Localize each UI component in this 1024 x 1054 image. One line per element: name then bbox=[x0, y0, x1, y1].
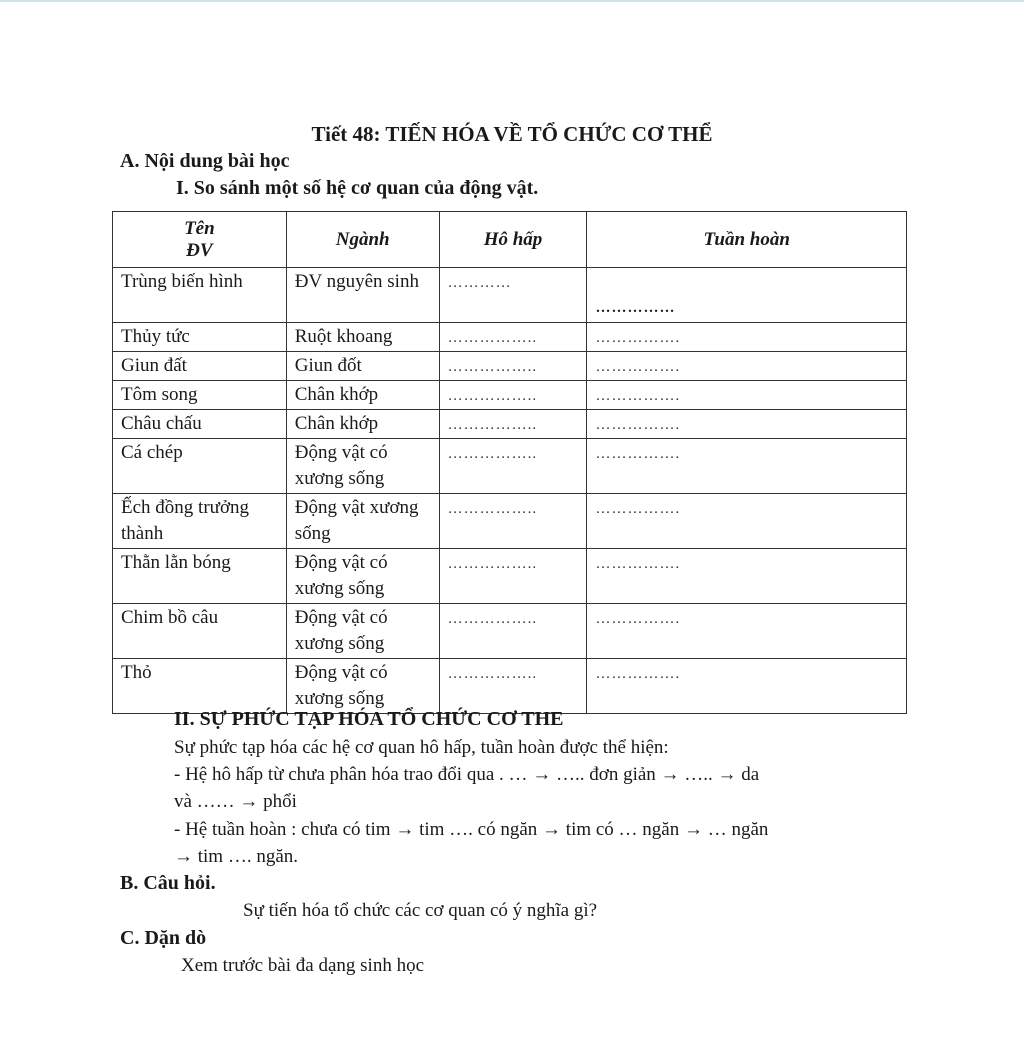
cell-phylum: Chân khớp bbox=[286, 410, 439, 439]
cell-phylum: Chân khớp bbox=[286, 381, 439, 410]
page-title: Tiết 48: TIẾN HÓA VỀ TỔ CHỨC CƠ THỂ bbox=[311, 122, 713, 146]
circulation-line-1: - Hệ tuần hoàn : chưa có tim → tim …. có ngăn → tim có … ngăn → … ngăn bbox=[174, 819, 769, 840]
cell-name: Thủy tức bbox=[113, 323, 287, 352]
cell-circulation: ……………. bbox=[587, 381, 907, 410]
cell-breathing: …………….. bbox=[439, 549, 587, 604]
table-row bbox=[113, 439, 907, 494]
section-c-text: Xem trước bài đa dạng sinh học bbox=[181, 955, 425, 976]
header-phylum: Ngành bbox=[286, 212, 439, 268]
cell-circulation: ……………. bbox=[587, 410, 907, 439]
cell-breathing: ………… bbox=[439, 268, 587, 323]
header-name: Tên ĐV bbox=[113, 212, 287, 268]
cell-circulation: …………… bbox=[587, 268, 907, 323]
cell-breathing: …………….. bbox=[439, 410, 587, 439]
section-c-heading: C. Dặn dò bbox=[120, 927, 207, 949]
cell-name: Chim bồ câu bbox=[113, 604, 287, 659]
cell-name: Giun đất bbox=[113, 352, 287, 381]
comparison-table bbox=[112, 211, 907, 714]
breathing-line-2: và …… → phổi bbox=[174, 791, 297, 812]
header-breathing: Hô hấp bbox=[439, 212, 587, 268]
cell-phylum: ĐV nguyên sinh bbox=[286, 268, 439, 323]
cell-circulation: ……………. bbox=[587, 323, 907, 352]
cell-breathing: …………….. bbox=[439, 659, 587, 714]
cell-name: Thằn lằn bóng bbox=[113, 549, 287, 604]
table-row bbox=[113, 381, 907, 410]
cell-phylum: Động vật có xương sống bbox=[286, 604, 439, 659]
table-header-row bbox=[113, 212, 907, 268]
table-row bbox=[113, 604, 907, 659]
header-circulation: Tuần hoàn bbox=[587, 212, 907, 268]
cell-name: Cá chép bbox=[113, 439, 287, 494]
cell-circulation: ……………. bbox=[587, 494, 907, 549]
top-border-line bbox=[0, 0, 1024, 2]
cell-circulation: ……………. bbox=[587, 659, 907, 714]
cell-circulation: ……………. bbox=[587, 439, 907, 494]
table-row bbox=[113, 494, 907, 549]
table-row bbox=[113, 352, 907, 381]
cell-name: Thỏ bbox=[113, 659, 287, 714]
cell-breathing: …………….. bbox=[439, 439, 587, 494]
cell-name: Ếch đồng trưởng thành bbox=[113, 494, 287, 549]
cell-breathing: …………….. bbox=[439, 323, 587, 352]
cell-phylum: Giun đốt bbox=[286, 352, 439, 381]
cell-breathing: …………….. bbox=[439, 352, 587, 381]
section-2-heading: II. SỰ PHỨC TẠP HÓA TỔ CHỨC CƠ THE bbox=[174, 708, 564, 730]
section-a-subheading: I. So sánh một số hệ cơ quan của động vật. bbox=[176, 177, 539, 199]
table-row bbox=[113, 659, 907, 714]
cell-breathing: …………….. bbox=[439, 381, 587, 410]
table-row bbox=[113, 549, 907, 604]
cell-phylum: Động vật có xương sống bbox=[286, 659, 439, 714]
cell-breathing: …………….. bbox=[439, 604, 587, 659]
table-row bbox=[113, 323, 907, 352]
cell-phylum: Động vật xương sống bbox=[286, 494, 439, 549]
table-row bbox=[113, 268, 907, 323]
circulation-line-2: → tim …. ngăn. bbox=[174, 846, 299, 867]
cell-phylum: Động vật có xương sống bbox=[286, 439, 439, 494]
section-2-intro: Sự phức tạp hóa các hệ cơ quan hô hấp, tuần hoàn được thể hiện: bbox=[174, 737, 669, 758]
cell-phylum: Ruột khoang bbox=[286, 323, 439, 352]
section-b-question: Sự tiến hóa tổ chức các cơ quan có ý nghĩa gì? bbox=[243, 900, 598, 921]
section-a-heading: A. Nội dung bài học bbox=[120, 150, 290, 172]
cell-circulation: ……………. bbox=[587, 604, 907, 659]
cell-name: Châu chấu bbox=[113, 410, 287, 439]
cell-name: Trùng biến hình bbox=[113, 268, 287, 323]
cell-circulation: ……………. bbox=[587, 549, 907, 604]
section-b-heading: B. Câu hỏi. bbox=[120, 872, 216, 894]
table-row bbox=[113, 410, 907, 439]
cell-phylum: Động vật có xương sống bbox=[286, 549, 439, 604]
cell-name: Tôm song bbox=[113, 381, 287, 410]
breathing-line-1: - Hệ hô hấp từ chưa phân hóa trao đổi qua . … → ….. đơn giản → ….. → da bbox=[174, 764, 760, 785]
cell-breathing: …………….. bbox=[439, 494, 587, 549]
cell-circulation: ……………. bbox=[587, 352, 907, 381]
